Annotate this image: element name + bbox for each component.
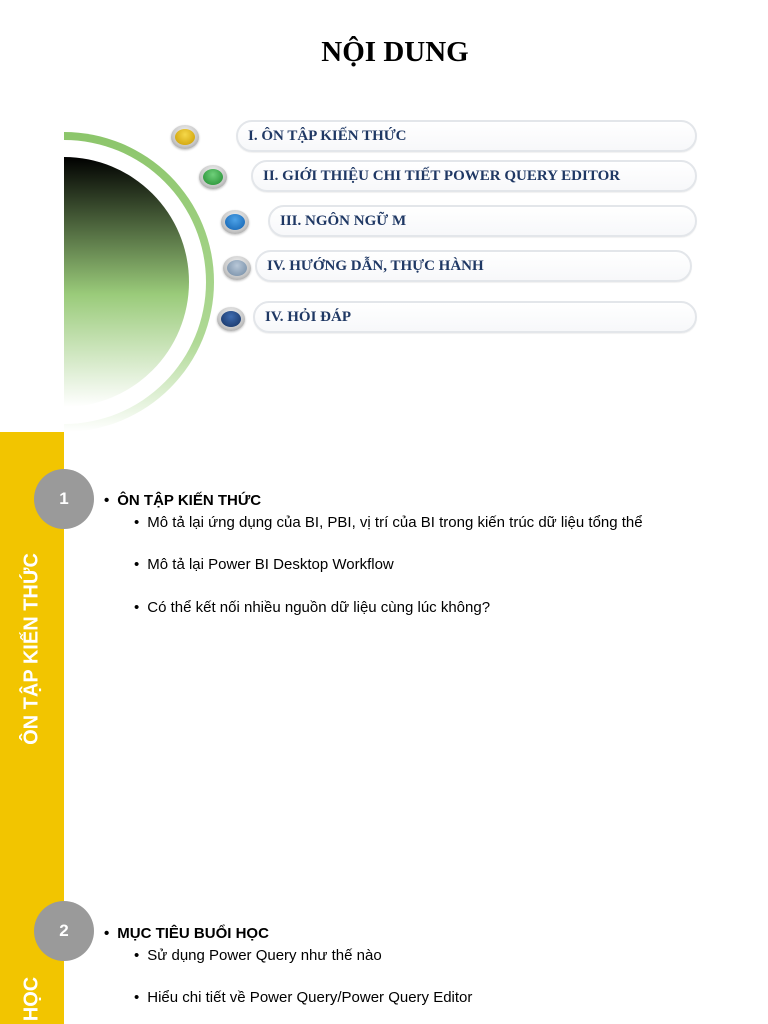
sidebar-label: ÔN TẬP KIẾN THỨC xyxy=(20,553,43,745)
list-item: • Mô tả lại Power BI Desktop Workflow xyxy=(134,556,394,573)
objectives-slide xyxy=(0,864,768,1024)
menu-item-m-language[interactable] xyxy=(268,205,697,237)
menu-item-power-query-editor[interactable] xyxy=(251,160,697,192)
sidebar-label: HỌC xyxy=(20,976,43,1022)
menu-item-guide-practice[interactable] xyxy=(255,250,692,282)
review-slide xyxy=(0,432,768,864)
section-heading: • ÔN TẬP KIẾN THỨC xyxy=(104,492,261,509)
menu-item-label: I. ÔN TẬP KIẾN THỨC xyxy=(248,127,407,144)
menu-item-label: IV. HỎI ĐÁP xyxy=(265,308,351,325)
slide-title: NỘI DUNG xyxy=(321,36,469,68)
menu-item-label: IV. HƯỚNG DẪN, THỰC HÀNH xyxy=(267,257,484,274)
contents-slide xyxy=(0,0,768,432)
list-item: • Hiểu chi tiết về Power Query/Power Query Editor xyxy=(134,989,472,1006)
green-ball-icon xyxy=(199,165,227,189)
list-item: • Có thể kết nối nhiều nguồn dữ liệu cùng lúc không? xyxy=(134,599,490,616)
section-number-badge: 1 xyxy=(34,469,94,529)
list-item: • Sử dụng Power Query như thế nào xyxy=(134,947,382,964)
menu-item-label: II. GIỚI THIỆU CHI TIẾT POWER QUERY EDITOR xyxy=(263,167,621,184)
menu-item-review[interactable] xyxy=(236,120,697,152)
list-item: • Mô tả lại ứng dụng của BI, PBI, vị trí của BI trong kiến trúc dữ liệu tổng thể xyxy=(134,514,643,531)
gray-blue-ball-icon xyxy=(223,256,251,280)
section-heading: • MỤC TIÊU BUỔI HỌC xyxy=(104,925,269,942)
gold-ball-icon xyxy=(171,125,199,149)
navy-ball-icon xyxy=(217,307,245,331)
menu-item-qa[interactable] xyxy=(253,301,697,333)
section-number-badge: 2 xyxy=(34,901,94,961)
blue-ball-icon xyxy=(221,210,249,234)
menu-item-label: III. NGÔN NGỮ M xyxy=(280,212,407,229)
